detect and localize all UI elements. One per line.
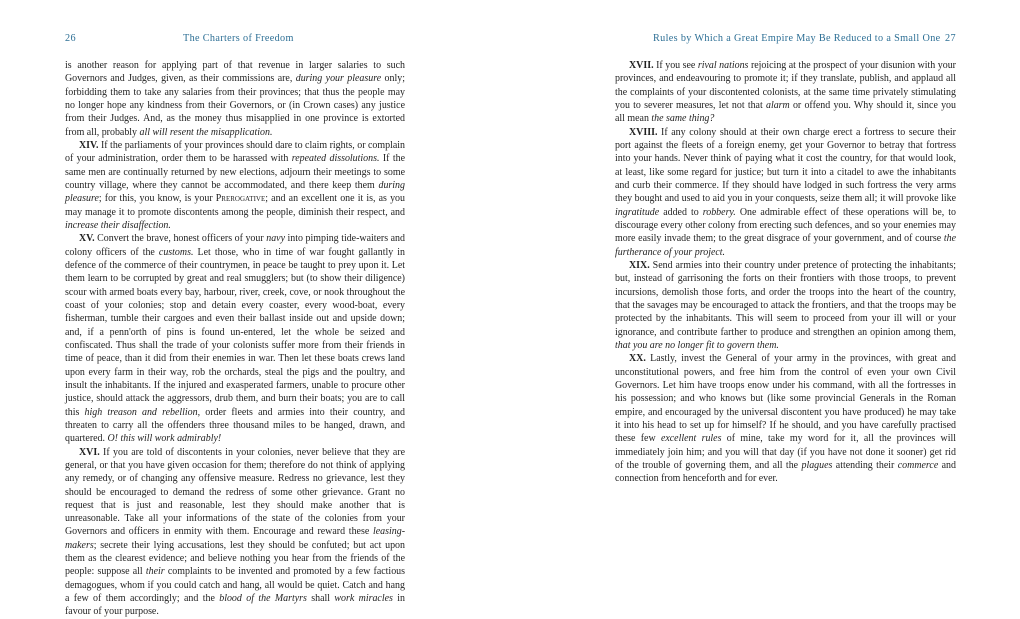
text-run: complaints to be invented and promoted by a few factious demagogues, whom if you could catch and hang, all would be quiet. Catch and hang a few of them accordingly; and the xyxy=(65,566,406,605)
text-run: If the same men are continually returned by new elections, adjourn their meetings to some country village, where they cannot be accommodated, and there keep them xyxy=(65,153,406,191)
rule-number: XVIII. xyxy=(629,126,658,138)
text-run: One admirable effect of these operations will be, to discourage every other colony from erecting such defences, and so your enemies may more easily invade them; to the great disgrace of your government, and of course xyxy=(615,206,956,245)
rule-number: XIV. xyxy=(79,139,99,151)
text-run: rejoicing at the prospect of your disunion with your provinces, and endeavouring to promote it; if they translate, publish, and applaud all the complaints of your discontented colonists, at the same time privately stimulating you to severer measures, let not that xyxy=(615,60,956,111)
text-run: into pimping tide-waiters and colony officers of the xyxy=(65,233,405,258)
emphasis-text: all will resent the misapplication. xyxy=(139,126,273,138)
text-run: is another reason for applying part of that revenue in larger salaries to such Governors and Judges, given, as their commissions are, xyxy=(65,60,405,85)
small-caps-text: Prerogative xyxy=(215,193,266,205)
text-run: Lastly, invest the General of your army in the provinces, with great and unconstitutional powers, and free him from the control of even your own Civil Governors. Let him have troops enow under his command, with all the fortresses in his possession; and who knows but (like some provincial Generals in the Roman empire, and encouraged by the universal discontent you have produced) he may take it into his head to set up for himself? If he should, and you have carefully practised these few xyxy=(615,353,956,445)
text-run: order fleets and armies into their country, and threaten to carry all the offenders three thousand miles to be hanged, drawn, and quartered. xyxy=(65,406,405,445)
paragraph xyxy=(615,352,956,485)
text-run: added to xyxy=(659,206,703,218)
page-number: 26 xyxy=(65,33,76,44)
emphasis-text: leasing-makers xyxy=(65,526,405,551)
paragraph xyxy=(65,446,405,619)
emphasis-text: during pleasure xyxy=(65,179,405,205)
text-run: ; and an excellent one it is, as you may manage it to promote discontents among the people, diminish their respect, and xyxy=(65,193,405,218)
rule-number: XVII. xyxy=(629,60,654,71)
running-head-title: Rules by Which a Great Empire May Be Reduced to a Small One xyxy=(653,33,941,44)
emphasis-text: navy xyxy=(266,233,285,245)
paragraph xyxy=(65,59,405,139)
running-head-title: The Charters of Freedom xyxy=(183,33,294,44)
text-run: If any colony should at their own charge erect a fortress to secure their port against the fleets of a foreign enemy, get your Governor to betray that fortress into your hands. Never think of paying what it cost the country, for that would look, at least, like some regard for justice; but turn it into a citadel to awe the inhabitants and curb their commerce. If they should have lodged in such fortress the very arms they bought and used to aid you in your conquests, seize them all; it will provoke like xyxy=(615,126,956,205)
emphasis-text: their xyxy=(145,566,165,578)
text-run: If you are told of discontents in your colonies, never believe that they are general, or that you have given occasion for them; therefore do not think of applying any remedy, or of changing any offensive measure. Redress no grievance, lest they should be encouraged to demand the redress of some other grievance. Grant no request that is just and reasonable, lest they should make another that is unreasonable. Take all your informations of the state of the colonies from your Governors and officers in enmity with them. Encourage and reward these xyxy=(65,446,405,538)
text-run: attending their xyxy=(832,459,898,471)
emphasis-text: ingratitude xyxy=(615,206,660,218)
emphasis-text: customs. xyxy=(158,246,194,258)
emphasis-text: commerce xyxy=(897,459,939,471)
rule-number: XIX. xyxy=(629,259,650,271)
text-run: Let those, who in time of war fought gallantly in defence of the commerce of their countrymen, in peace be taught to prey upon it. Let them learn to be corrupted by great and real smugglers; but (to show their diligence) scour with armed boats every bay, harbour, river, creek, cove, or nook throughout the coast of your colonies; stop and detain every coaster, every wood-boat, every fisherman, tumble their cargoes and even their ballast inside out and upside down; and, if a penn'orth of pins is found un-entered, let the whole be seized and confiscated. Thus shall the trade of your colonists suffer more from their friends in time of peace, than it did from their enemies in war. Then let these boats crews land upon every farm in their way, rob the orchards, steal the pigs and the poultry, and insult the inhabitants. If the injured and exasperated farmers, unable to procure other justice, should attack the aggressors, drub them, and burn their boats; you are to call this xyxy=(65,246,405,418)
emphasis-text: O! this will work admirably! xyxy=(107,433,222,445)
paragraph xyxy=(65,139,405,232)
right-page xyxy=(510,0,1020,607)
text-run: only; forbidding them to take any salaries from their provinces; that thus the people may no longer hope any kindness from their Governors, or (in Crown cases) any justice from their Judges. And, as the money thus misapplied in one province is extorted from all, probably xyxy=(65,73,405,138)
body-text xyxy=(615,59,956,486)
emphasis-text: plagues xyxy=(801,459,833,471)
paragraph xyxy=(615,126,956,259)
text-run: Send armies into their country under pretence of protecting the inhabitants; but, instead of garrisoning the forts on their frontiers with those troops, to prevent incursions, demolish those forts, and order the troops into the heart of the country, that the savages may be encouraged to attack the frontiers, and that the troops may be protected by the inhabitants. This will seem to proceed from your ill will or your ignorance, and contribute farther to produce and strengthen an opinion among them, xyxy=(615,259,956,338)
text-run: ; secrete their lying accusations, lest they should be confuted; but act upon them as the clearest evidence; and believe nothing you hear from the friends of the people: suppose all xyxy=(65,539,405,578)
paragraph xyxy=(615,259,956,352)
rule-number: XV. xyxy=(79,233,95,245)
emphasis-text: that you are no longer fit to govern them. xyxy=(615,339,779,351)
emphasis-text: robbery. xyxy=(702,206,736,218)
emphasis-text: blood of the Martyrs xyxy=(219,593,307,605)
text-run: and connection from henceforth and for ever. xyxy=(615,459,956,485)
emphasis-text: during your pleasure xyxy=(295,73,382,85)
emphasis-text: excellent rules xyxy=(660,433,722,445)
emphasis-text: high treason and rebellion, xyxy=(84,406,201,418)
emphasis-text: rival nations xyxy=(697,60,749,71)
rule-number: XX. xyxy=(629,353,646,365)
text-run: Convert the brave, honest officers of your xyxy=(94,233,267,245)
emphasis-text: the furtherance of your project. xyxy=(615,233,956,258)
emphasis-text: the same thing? xyxy=(651,113,715,125)
text-run: or offend you. Why should it, since you all mean xyxy=(615,99,956,125)
text-run: ; for this, you know, is your xyxy=(98,193,216,205)
text-run: If you see xyxy=(653,60,698,71)
body-text xyxy=(65,59,405,619)
emphasis-text: repeated dissolutions. xyxy=(291,153,380,165)
page-number: 27 xyxy=(945,33,956,44)
paragraph xyxy=(615,59,956,126)
left-page xyxy=(0,0,510,618)
text-run: in favour of your purpose. xyxy=(65,593,405,618)
text-run: of mine, take my word for it, all the provinces will immediately join him; and you will that day (if you have not done it sooner) get rid of the trouble of governing them, and all the xyxy=(615,433,956,471)
text-run: shall xyxy=(306,593,335,605)
emphasis-text: alarm xyxy=(765,99,790,111)
emphasis-text: work miracles xyxy=(334,593,393,605)
text-run: If the parliaments of your provinces should dare to claim rights, or complain of your administration, order them to be harassed with xyxy=(65,139,405,165)
paragraph xyxy=(65,232,405,445)
rule-number: XVI. xyxy=(79,446,100,458)
emphasis-text: increase their disaffection. xyxy=(65,219,171,231)
